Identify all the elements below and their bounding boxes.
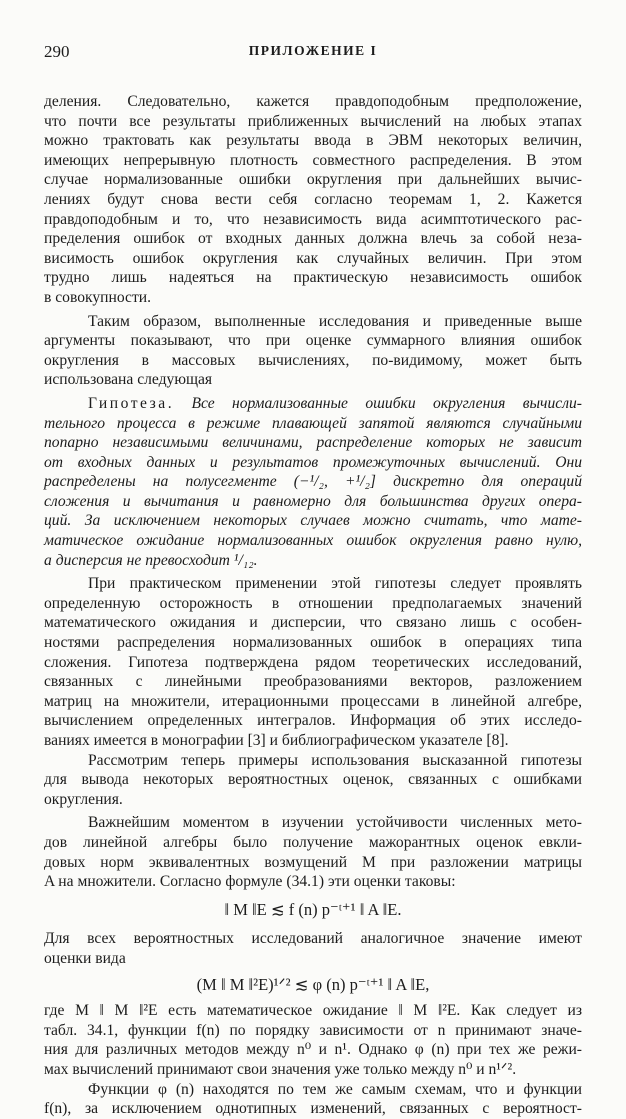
text-line: округления. xyxy=(44,790,123,808)
hypothesis-text: Все нормализованные ошибки округления вычисли- xyxy=(191,394,582,412)
text-line: случае нормализованные ошибки округления при дальнейших вычис- xyxy=(44,171,582,189)
text-line: Функции φ (n) находятся по тем же самым схемам, что и функции xyxy=(88,1080,582,1098)
paragraph-2 xyxy=(44,312,582,390)
text-line: от входных данных и результатов промежуточных вычислений. Они xyxy=(44,453,582,471)
text-line: Для всех вероятностных исследований аналогичное значение имеют xyxy=(44,930,582,948)
text-line: математического ожидания и дисперсии, что связано лишь с особен- xyxy=(44,614,582,632)
text-line: имеющих непрерывную плотность совместного распределения. В этом xyxy=(44,151,582,169)
text-line: ностями распределения нормализованных ошибок в операциях типа xyxy=(44,634,582,652)
text-line: сложения и вычитания и равномерно для большинства других опера- xyxy=(44,492,582,510)
text-line: вычислением определенных интегралов. Информация об этих исследо- xyxy=(44,712,582,730)
text-line: аргументы показывают, что при оценке суммарного влияния ошибок xyxy=(44,332,582,350)
text-line: Рассмотрим теперь примеры использования высказанной гипотезы xyxy=(88,751,582,769)
page-number: 290 xyxy=(44,42,70,61)
text-line: можно трактовать как результаты ввода в ЭВМ некоторых величин, xyxy=(44,132,582,150)
text-line: распределены на полусегменте (−¹/₂, +¹/₂] дискретно для операций xyxy=(44,473,582,491)
text-line: что почти все результаты приближенных вычислений на любых этапах xyxy=(44,112,582,130)
text-line: довых норм эквивалентных возмущений M при разложении матрицы xyxy=(44,853,582,871)
paragraph-3 xyxy=(44,574,582,750)
hypothesis-label: Гипотеза. xyxy=(88,394,175,412)
hypothesis xyxy=(44,394,582,570)
text-line: тельного процесса в режиме плавающей запятой являются случайными xyxy=(44,414,582,432)
text-line: матическое ожидание нормализованных ошибок округления равно нулю, xyxy=(44,532,582,550)
text-line: округления в массовых вычислениях, по-видимому, может быть xyxy=(44,351,582,369)
text-line: использована следующая xyxy=(44,371,213,389)
page-header xyxy=(44,42,582,64)
paragraph-4 xyxy=(44,751,582,810)
text-line: ваниях имеется в монографии [3] и библиографическом указателе [8]. xyxy=(44,732,509,749)
text-line: правдоподобным и то, что независимость вида асимптотического рас- xyxy=(44,210,582,228)
text-line: лениях будут снова вести себя согласно теоремам 1, 2. Кажется xyxy=(44,190,582,208)
text-line: ния для различных методов между n⁰ и n¹. Однако φ (n) при тех же режи- xyxy=(44,1041,582,1059)
hypothesis-first-line xyxy=(44,394,582,414)
text-line: попарно независимыми величинами, распределение которых не зависит xyxy=(44,434,582,452)
text-line: мах вычислений принимают свои значения уже только между n⁰ и n¹ᐟ². xyxy=(44,1060,517,1078)
text-line: трудно лишь надеяться на практическую независимость ошибок xyxy=(44,269,582,287)
paragraph-7 xyxy=(44,1001,582,1079)
running-title: ПРИЛОЖЕНИЕ I xyxy=(248,43,378,58)
text-line: определенную осторожность в отношении предполагаемых значений xyxy=(44,594,582,612)
formula-norm-bound: ‖ M ‖E ≲ f (n) p⁻ᵗ⁺¹ ‖ A ‖E. xyxy=(224,899,402,919)
formula-probabilistic-bound: (M ‖ M ‖²E)¹ᐟ² ≲ φ (n) p⁻ᵗ⁺¹ ‖ A ‖E, xyxy=(196,974,430,994)
paragraph-1 xyxy=(44,92,582,308)
text-line: ций. За исключением некоторых случаев можно считать, что мате- xyxy=(44,512,582,530)
text-line: где M ‖ M ‖²E есть математическое ожидание ‖ M ‖²E. Как следует из xyxy=(44,1002,582,1020)
text-line: Таким образом, выполненные исследования и приведенные выше xyxy=(88,312,582,330)
text-line: деления. Следовательно, кажется правдоподобным предположение, xyxy=(44,93,582,110)
text-line: Важнейшим моментом в изучении устойчивости численных мето- xyxy=(88,814,582,832)
text-line: дов линейной алгебры было получение мажорантных оценок евкли- xyxy=(44,833,582,851)
text-line: При практическом применении этой гипотезы следует проявлять xyxy=(88,575,582,593)
text-line: для вывода некоторых вероятностных оценок, связанных с ошибками xyxy=(44,771,582,789)
text-line: оценки вида xyxy=(44,949,126,967)
text-line: A на множители. Согласно формуле (34.1) эти оценки таковы: xyxy=(44,873,456,891)
text-line: в совокупности. xyxy=(44,288,152,306)
text-line: связанных с линейными преобразованиями векторов, разложением xyxy=(44,673,582,691)
text-line: f(n), за исключением однотипных изменений, связанных с вероятност- xyxy=(44,1100,582,1118)
paragraph-6 xyxy=(44,929,582,968)
text-line: сложения. Гипотеза подтверждена рядом теоретических исследований, xyxy=(44,653,582,671)
text-line: пределения ошибок от входных данных должна влечь за собой неза- xyxy=(44,230,582,248)
paragraph-8 xyxy=(44,1080,582,1119)
text-line: матриц на множители, итерационными процессами в линейной алгебре, xyxy=(44,692,582,710)
text-line: табл. 34.1, функции f(n) по порядку зависимости от n принимают значе- xyxy=(44,1021,582,1039)
text-line: а дисперсия не превосходит ¹/₁₂. xyxy=(44,551,258,569)
text-line: висимость ошибок округления как случайных величин. При этом xyxy=(44,249,582,267)
paragraph-5 xyxy=(44,813,582,891)
page-body xyxy=(44,92,582,1119)
